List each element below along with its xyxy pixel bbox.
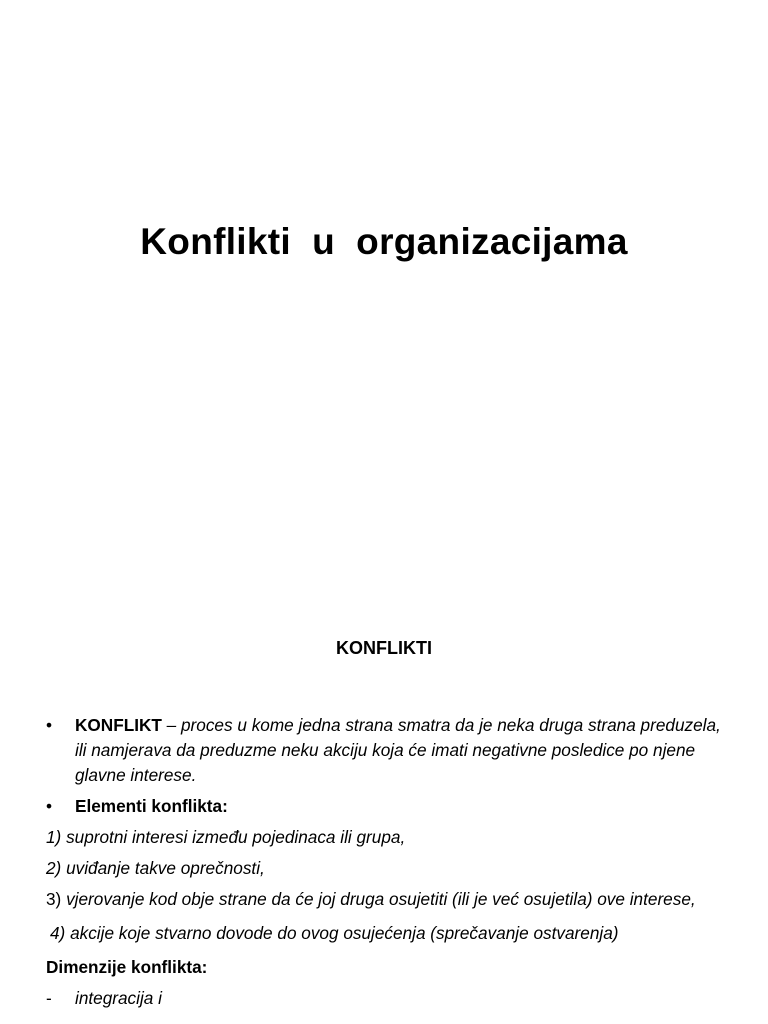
- dimensions-label: Dimenzije konflikta:: [46, 957, 208, 977]
- slide-heading: KONFLIKTI: [336, 638, 432, 658]
- elements-bullet-item: [46, 794, 726, 819]
- dash-icon: -: [46, 988, 52, 1008]
- bullet-icon: •: [46, 796, 53, 816]
- element-item-2: [46, 856, 726, 881]
- element-number: 1): [46, 827, 67, 847]
- slide-content: [46, 713, 726, 1011]
- element-item-4: [46, 921, 726, 946]
- definition-term: KONFLIKT: [75, 715, 162, 735]
- dimension-text: integracija i: [75, 988, 162, 1008]
- dimensions-label-row: [46, 955, 726, 980]
- dimension-item-1: [46, 986, 726, 1011]
- definition-text: proces u kome jedna strana smatra da je neka druga strana preduzela, ili namjerava da preduzme neku akciju koja će imati negativne posledice po njene glavne interese.: [75, 715, 721, 785]
- element-item-1: [46, 825, 726, 850]
- slide-title: Konflikti u organizacijama: [140, 221, 628, 262]
- element-number: 4): [50, 923, 71, 943]
- elements-label: Elementi konflikta:: [75, 796, 228, 816]
- element-number: 3): [46, 889, 67, 909]
- element-text: uviđanje takve oprečnosti,: [66, 858, 265, 878]
- slide-2: [0, 575, 768, 1024]
- element-number: 2): [46, 858, 67, 878]
- definition-dash: –: [161, 715, 181, 735]
- bullet-icon: •: [46, 715, 53, 735]
- element-text: suprotni interesi između pojedinaca ili grupa,: [66, 827, 406, 847]
- element-text: akcije koje stvarno dovode do ovog osujećenja (sprečavanje ostvarenja): [70, 923, 619, 943]
- element-item-3: [46, 887, 726, 912]
- element-text: vjerovanje kod obje strane da će joj druga osujetiti (ili je već osujetila) ove interese,: [66, 889, 696, 909]
- definition-bullet-item: [46, 713, 726, 788]
